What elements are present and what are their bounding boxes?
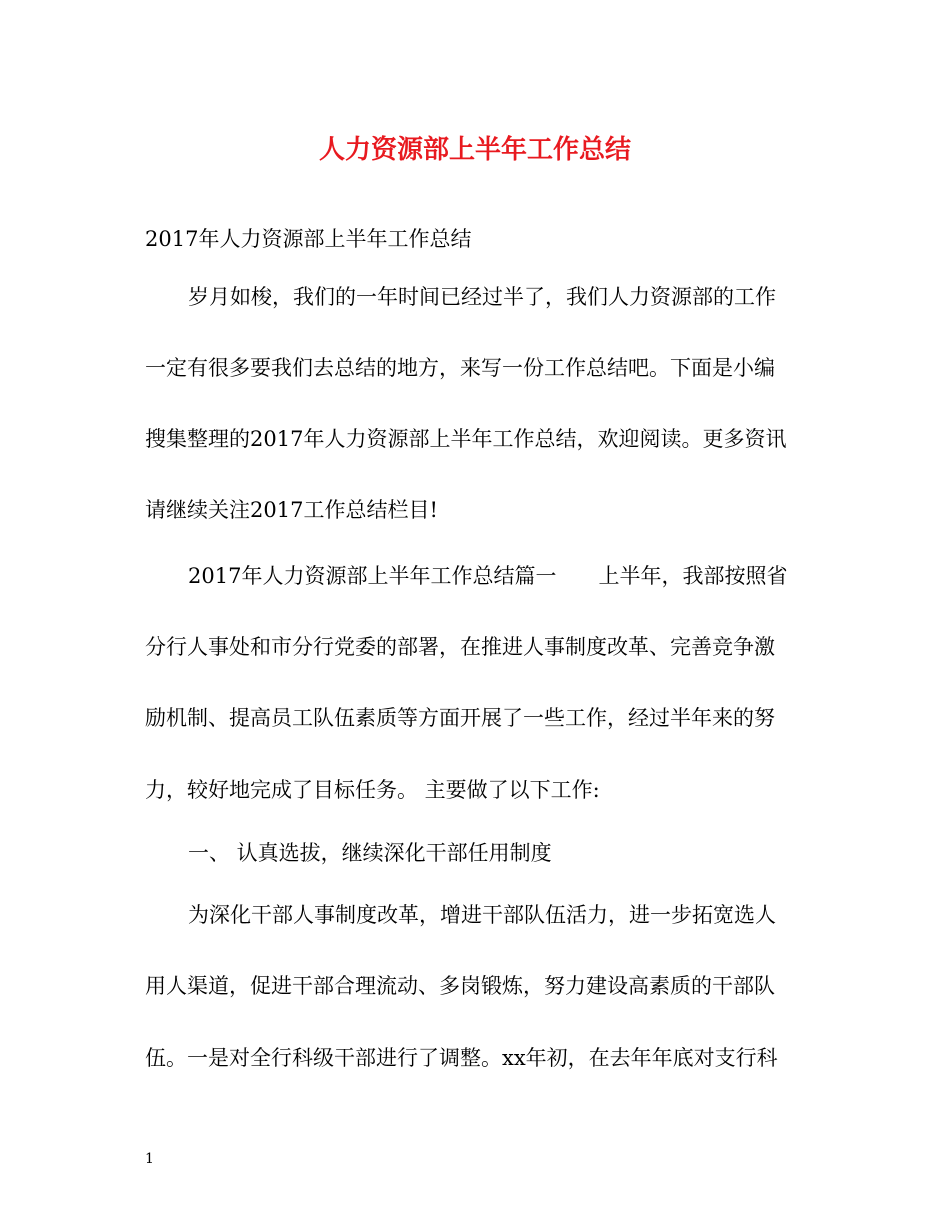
paragraph-line: 为深化干部人事制度改革，增进干部队伍活力，进一步拓宽选人 — [188, 903, 776, 927]
paragraph-line: 岁月如梭，我们的一年时间已经过半了，我们人力资源部的工作 — [188, 285, 776, 309]
paragraph-line: 分行人事处和市分行党委的部署，在推进人事制度改革、完善竞争激 — [145, 635, 775, 659]
paragraph-line: 请继续关注2017工作总结栏目! — [145, 498, 438, 522]
document-title: 人力资源部上半年工作总结 — [318, 135, 631, 165]
page-number: 1 — [145, 1151, 154, 1167]
section-heading: 2017年人力资源部上半年工作总结篇一 — [188, 564, 557, 588]
paragraph-line: 伍。一是对全行科级干部进行了调整。xx年初，在去年年底对支行科 — [145, 1046, 778, 1070]
paragraph-line: 搜集整理的2017年人力资源部上半年工作总结，欢迎阅读。更多资讯 — [145, 427, 787, 451]
document-subtitle: 2017年人力资源部上半年工作总结 — [145, 227, 472, 251]
item-heading: 一、 认真选拔，继续深化干部任用制度 — [188, 841, 552, 865]
section-intro-text: 上半年，我部按照省 — [598, 564, 788, 588]
paragraph-line: 用人渠道，促进干部合理流动、多岗锻炼，努力建设高素质的干部队 — [145, 974, 775, 998]
paragraph-line: 力，较好地完成了目标任务。 主要做了以下工作: — [145, 778, 600, 802]
paragraph-line: 励机制、提高员工队伍素质等方面开展了一些工作，经过半年来的努 — [145, 706, 775, 730]
section-intro-line — [145, 561, 858, 591]
paragraph-line: 一定有很多要我们去总结的地方，来写一份工作总结吧。下面是小编 — [145, 356, 775, 380]
